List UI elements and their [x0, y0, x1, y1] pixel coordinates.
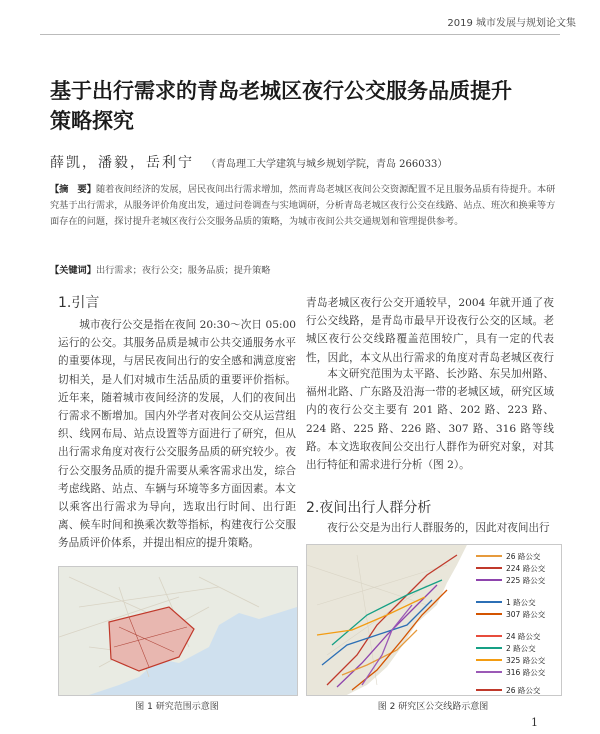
- figure-2-legend: [476, 550, 558, 696]
- title-line-2: 策略探究: [50, 109, 134, 133]
- legend-label: 24 路公交: [506, 631, 541, 641]
- abstract-text: 随着夜间经济的发展，居民夜间出行需求增加，然而青岛老城区夜间公交资源配置不足且服务品质有待提升。本研究基于出行需求，从服务评价角度出发，通过问卷调查与实地调研，分析青岛老城区夜行公交在线路、站点、班次和换乘等方面存在的问题，探讨提升老城区夜行公交服务品质的策略，为城市夜间公共交通规划和管理提供参考。: [50, 184, 556, 227]
- keywords-label: 【关键词】: [50, 265, 96, 276]
- legend-label: 26 路公交: [506, 551, 541, 561]
- keywords: [50, 262, 560, 276]
- legend-swatch: [476, 601, 502, 603]
- right-column-text-3: [306, 519, 554, 539]
- legend-item: [476, 550, 558, 562]
- right-column-text-2: [306, 365, 554, 485]
- figure-1-caption: 图 1 研究范围示意图: [135, 702, 219, 712]
- legend-label: 225 路公交: [506, 575, 546, 585]
- legend-label: 307 路公交: [506, 609, 546, 619]
- right-paragraph-1: 青岛老城区夜行公交开通较早，2004 年就开通了夜行公交线路，是青岛市最早开设夜行公交的区域。老城区夜行公交线路覆盖范围较广，具有一定的代表性，因此，本文从出行需求的角度对青岛老城区夜行: [306, 297, 554, 364]
- affiliation: （青岛理工大学建筑与城乡规划学院，青岛 266033）: [205, 159, 448, 170]
- legend-swatch: [476, 659, 502, 661]
- left-column-text: [58, 316, 296, 562]
- right-paragraph-3: 夜行公交是为出行人群服务的，因此对夜间出行: [327, 522, 550, 534]
- legend-item: [476, 654, 558, 666]
- legend-item: [476, 630, 558, 642]
- legend-swatch: [476, 647, 502, 649]
- figure-2-caption: 图 2 研究区公交线路示意图: [377, 702, 489, 712]
- header-rule: [40, 34, 560, 35]
- legend-item: [476, 642, 558, 654]
- legend-swatch: [476, 635, 502, 637]
- title-line-1: 基于出行需求的青岛老城区夜行公交服务品质提升: [50, 79, 512, 103]
- legend-swatch: [476, 671, 502, 673]
- legend-item: [476, 666, 558, 678]
- legend-swatch: [476, 567, 502, 569]
- right-column-text-1: [306, 294, 554, 364]
- legend-item: [476, 574, 558, 586]
- section-1-heading: 1.引言: [58, 295, 100, 311]
- legend-label: 224 路公交: [506, 563, 546, 573]
- legend-label: 325 路公交: [506, 655, 546, 665]
- legend-item: [476, 562, 558, 574]
- running-title: 2019 城市发展与规划论文集: [447, 18, 576, 29]
- abstract-label: 【摘 要】: [50, 184, 96, 195]
- legend-swatch: [476, 613, 502, 615]
- legend-item: [476, 596, 558, 608]
- left-paragraph-1: 城市夜行公交是指在夜间 20:30～次日 05:00 运行的公交。其服务品质是城市公共交通服务水平的重要体现，与居民夜间出行的安全感和满意度密切相关，是人们对城市生活品质的重要评价指标。近年来，随着城市夜间经济的发展，人们的夜间出行需求不断增加。国内外学者对夜间公交从运营组织、线网布局、站点设置等方面进行了研究，但从出行需求角度对夜行公交服务品质的研究较少。夜行公交服务品质的提升需要从乘客需求出发，综合考虑线路、站点、车辆与环境等多方面因素。本文以乘客出行需求为导向，选取出行时间、出行距离、候车时间和换乘次数等指标，构建夜行公交服务品质评价体系，并提出相应的提升策略。: [58, 319, 296, 550]
- abstract: [50, 182, 560, 230]
- paper-title: [50, 76, 570, 136]
- legend-label: 316 路公交: [506, 667, 546, 677]
- author-line: [50, 152, 570, 172]
- legend-swatch: [476, 689, 502, 691]
- legend-item: [476, 684, 558, 696]
- legend-label: 2 路公交: [506, 643, 536, 653]
- legend-swatch: [476, 579, 502, 581]
- page-number: 1: [531, 716, 538, 729]
- legend-label: 1 路公交: [506, 597, 536, 607]
- legend-item: [476, 608, 558, 620]
- author-names: 薛凯，潘毅，岳利宁: [50, 155, 194, 171]
- legend-label: 26 路公交: [506, 685, 541, 695]
- figure-1-map-graphic: [59, 567, 297, 695]
- figure-1-map: [58, 566, 298, 696]
- right-paragraph-2: 本文研究范围为太平路、长沙路、东吴加州路、福州北路、广东路及沿海一带的老城区域，研究区域内的夜行公交主要有 201 路、202 路、223 路、224 路、225 路、226 路、307 路、316 路等线路。本文选取夜间公交出行人群作为研究对象，对其出行特征和需求进行分析（图 2）。: [306, 368, 554, 472]
- section-2-heading: 2.夜间出行人群分析: [306, 500, 432, 516]
- keywords-text: 出行需求；夜行公交；服务品质；提升策略: [95, 265, 271, 276]
- legend-swatch: [476, 555, 502, 557]
